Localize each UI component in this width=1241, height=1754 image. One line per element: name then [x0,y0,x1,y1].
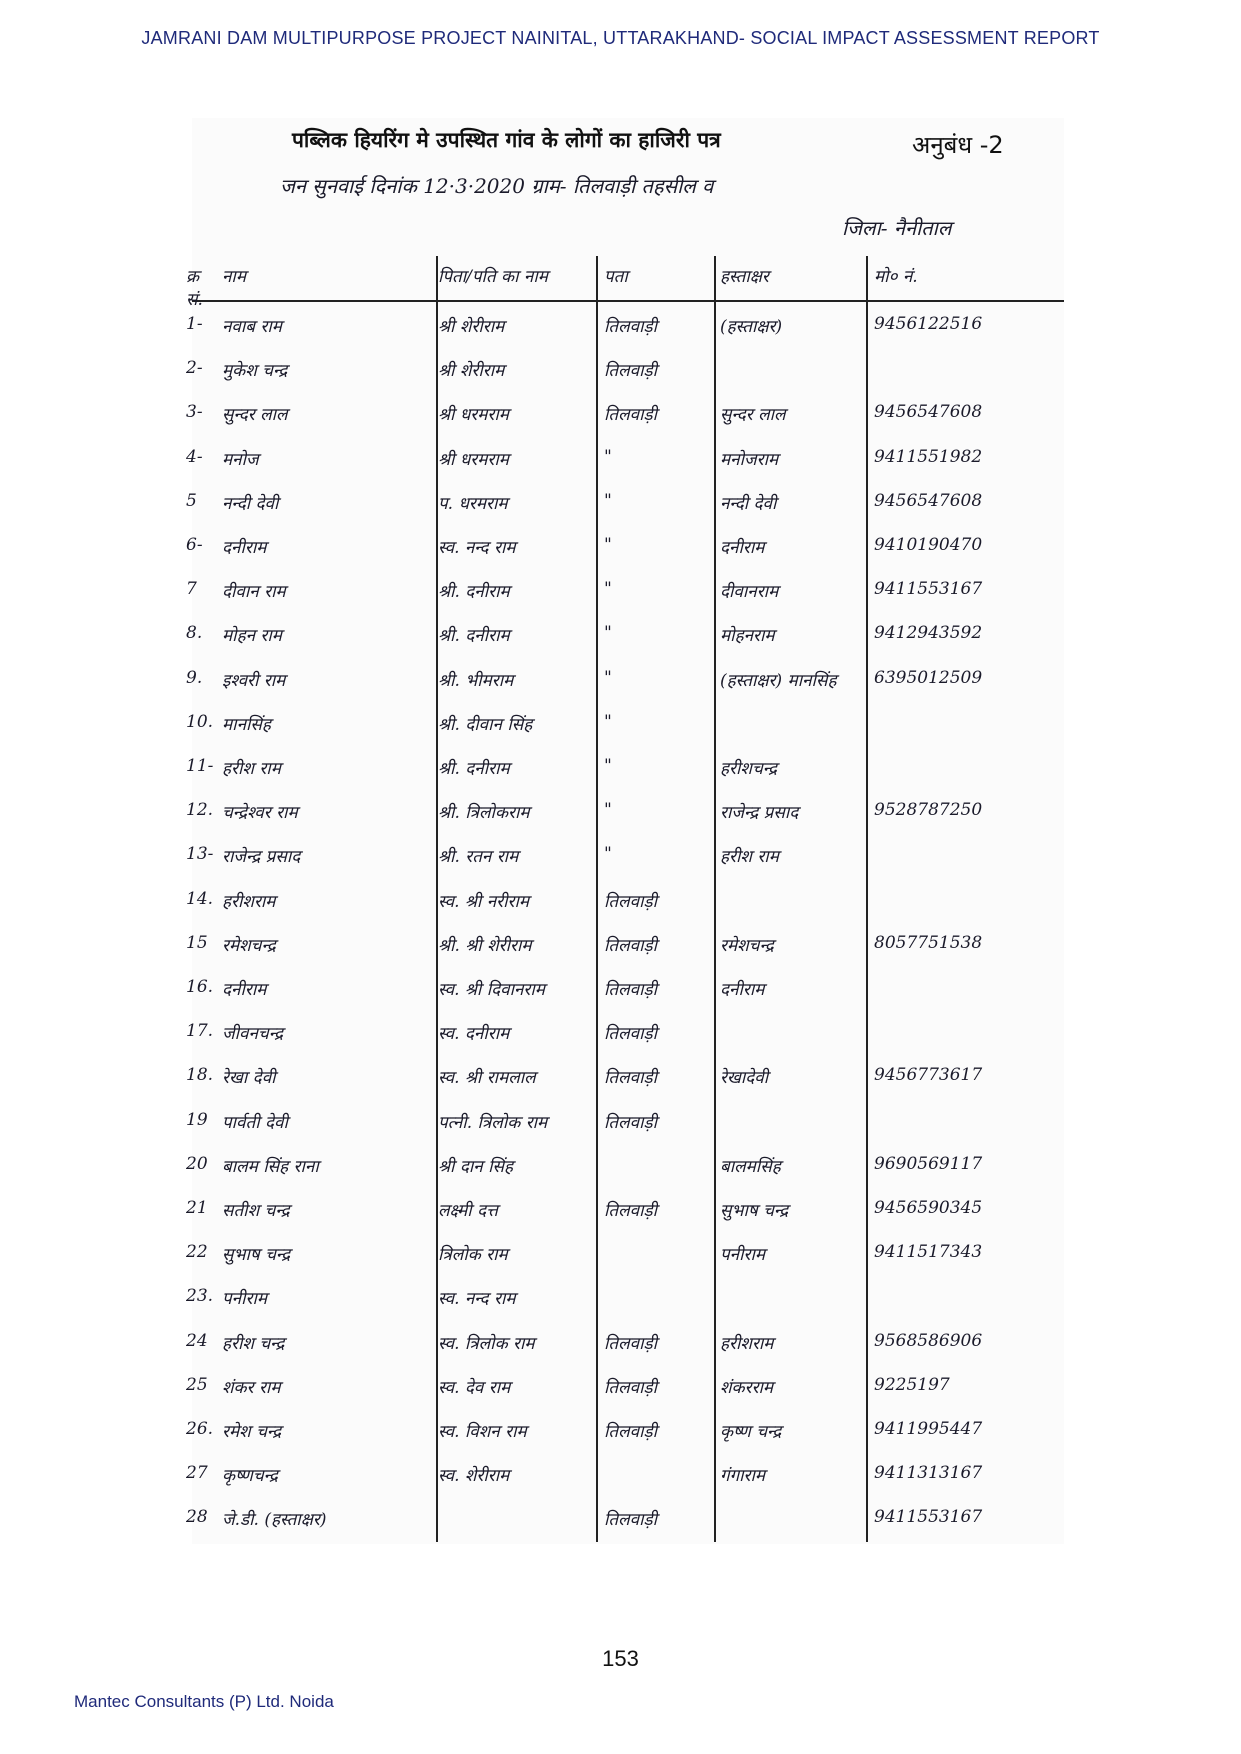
row-address: तिलवाड़ी [604,1068,657,1089]
row-name: जीवनचन्द्र [222,1024,283,1045]
table-row [186,927,1064,968]
row-number: 2- [186,358,203,379]
row-address: " [604,756,612,776]
row-father-name: स्व. दनीराम [438,1024,510,1045]
row-address: तिलवाड़ी [604,317,657,337]
row-name: हरीशराम [222,891,276,912]
row-number: 17. [186,1021,214,1042]
row-address: " [604,667,612,688]
table-row [186,396,1064,437]
table-row [186,352,1064,393]
row-number: 24 [186,1330,208,1351]
row-address: तिलवाड़ी [604,1201,657,1221]
row-father-name: श्री. त्रिलोकराम [438,803,530,824]
annex-label: अनुबंध -2 [912,131,1004,159]
table-row [186,1501,1064,1542]
row-number: 23. [186,1286,214,1307]
row-name: दनीराम [222,980,267,1000]
row-address: तिलवाड़ी [604,1024,657,1045]
row-name: शंकर राम [222,1377,281,1398]
row-signature: दनीराम [720,538,765,558]
row-mobile: 9411995447 [874,1419,983,1439]
row-father-name: श्री दान सिंह [438,1156,514,1177]
row-number: 9. [186,667,203,688]
row-mobile: 9410190470 [874,535,983,555]
col-header-no: क्र सं. [186,267,203,310]
row-father-name: स्व. श्री दिवानराम [438,980,545,1000]
row-address: तिलवाड़ी [604,1422,657,1442]
row-number: 18. [186,1065,214,1086]
row-name: दनीराम [222,538,267,558]
row-mobile: 9456547608 [874,402,983,423]
row-name: नन्दी देवी [222,493,279,514]
row-address: तिलवाड़ी [604,1377,657,1398]
table-row [186,1192,1064,1233]
row-address: " [604,446,612,467]
sheet-heading [280,126,1052,266]
row-father-name: श्री धरमराम [438,405,509,426]
row-address: तिलवाड़ी [604,1333,657,1354]
row-mobile: 9456590345 [874,1198,983,1218]
scanned-attendance-sheet [186,118,1064,1544]
row-mobile: 9456547608 [874,490,983,511]
sheet-title: पब्लिक हियरिंग मे उपस्थित गांव के लोगों का हाजिरी पत्र [292,128,721,152]
row-father-name: स्व. नन्द राम [438,1289,516,1310]
table-row [186,485,1064,526]
row-father-name: प. धरमराम [438,493,508,514]
report-header: JAMRANI DAM MULTIPURPOSE PROJECT NAINITAL, UTTARAKHAND- SOCIAL IMPACT ASSESSMENT REPORT [141,28,1100,48]
row-mobile: 9690569117 [874,1153,983,1174]
row-number: 27 [186,1463,208,1484]
row-name: रेखा देवी [222,1068,276,1089]
row-signature: हरीश राम [720,847,779,868]
row-name: नवाब राम [222,317,282,337]
hearing-details: जन सुनवाई दिनांक 12·3·2020 ग्राम- तिलवाड़ी तहसील व [280,174,714,198]
row-father-name: स्व. विशन राम [438,1422,527,1442]
row-father-name: श्री. रतन राम [438,847,519,868]
row-mobile: 9568586906 [874,1330,983,1351]
table-row [186,971,1064,1012]
row-name: दीवान राम [222,582,286,603]
table-row [186,662,1064,703]
row-address: " [604,579,612,600]
table-row [186,1413,1064,1454]
row-signature: कृष्ण चन्द्र [720,1422,782,1442]
row-number: 12. [186,800,214,821]
row-name: जे.डी. (हस्ताक्षर) [222,1510,327,1531]
row-number: 6- [186,535,203,555]
row-father-name: श्री धरमराम [438,449,509,470]
col-header-address: पता [604,267,628,287]
table-row [186,1280,1064,1321]
row-number: 3- [186,402,203,423]
row-mobile: 9411551982 [874,446,983,467]
table-row [186,883,1064,924]
row-name: पनीराम [222,1289,268,1310]
row-signature: राजेन्द्र प्रसाद [720,803,799,824]
row-father-name: स्व. शेरीराम [438,1466,510,1487]
row-father-name: स्व. त्रिलोक राम [438,1333,535,1354]
row-name: इश्वरी राम [222,670,286,691]
col-header-name: नाम [222,267,247,287]
table-row [186,838,1064,879]
row-address: " [604,490,612,511]
row-signature: बालमसिंह [720,1156,781,1177]
row-signature: हरीशचन्द्र [720,759,778,779]
table-row [186,750,1064,791]
row-signature: (हस्ताक्षर) मानसिंह [720,670,837,691]
row-father-name: श्री. दीवान सिंह [438,714,533,735]
row-father-name: श्री. दनीराम [438,759,510,779]
col-header-signature: हस्ताक्षर [720,267,769,287]
header-rule [192,300,1064,302]
row-number: 15 [186,932,208,953]
row-signature: रेखादेवी [720,1068,769,1089]
row-mobile: 9411313167 [874,1463,983,1484]
row-number: 10. [186,711,214,732]
table-row [186,1369,1064,1410]
row-mobile: 6395012509 [874,667,983,688]
table-row [186,1236,1064,1277]
row-mobile: 9456122516 [874,314,983,334]
row-name: रमेशचन्द्र [222,935,276,956]
row-signature: शंकरराम [720,1377,774,1398]
row-address: " [604,800,612,821]
row-number: 1- [186,314,203,334]
row-signature: दनीराम [720,980,765,1000]
row-address: तिलवाड़ी [604,980,657,1000]
row-number: 11- [186,756,214,776]
table-row [186,573,1064,614]
row-mobile: 9411517343 [874,1242,983,1263]
table-row [186,308,1064,349]
row-signature: हरीशराम [720,1333,774,1354]
row-father-name: स्व. नन्द राम [438,538,516,558]
table-row [186,706,1064,747]
row-signature: (हस्ताक्षर) [720,317,783,337]
table-row [186,1104,1064,1145]
row-name: मनोज [222,449,259,470]
row-address: तिलवाड़ी [604,935,657,956]
row-name: रमेश चन्द्र [222,1422,282,1442]
row-signature: रमेशचन्द्र [720,935,774,956]
row-name: मोहन राम [222,626,282,647]
table-row [186,1325,1064,1366]
row-name: पार्वती देवी [222,1112,288,1133]
table-row [186,1457,1064,1498]
table-row [186,1015,1064,1056]
row-number: 26. [186,1419,214,1439]
page-number: 153 [602,1646,639,1671]
row-father-name: स्व. श्री नरीराम [438,891,530,912]
row-name: सुन्दर लाल [222,405,288,426]
row-signature: पनीराम [720,1245,766,1266]
row-signature: नन्दी देवी [720,493,777,514]
table-row [186,1059,1064,1100]
attendance-table [186,256,1064,1542]
row-father-name: श्री. श्री शेरीराम [438,935,532,956]
row-mobile: 8057751538 [874,932,983,953]
row-name: मुकेश चन्द्र [222,361,288,382]
row-signature: सुन्दर लाल [720,405,786,426]
row-name: हरीश राम [222,759,281,779]
row-father-name: श्री शेरीराम [438,361,505,382]
row-father-name: पत्नी. त्रिलोक राम [438,1112,548,1133]
row-address: " [604,711,612,732]
row-signature: दीवानराम [720,582,779,603]
table-row [186,617,1064,658]
row-name: सतीश चन्द्र [222,1201,290,1221]
row-number: 19 [186,1109,208,1130]
row-name: राजेन्द्र प्रसाद [222,847,301,868]
row-name: सुभाष चन्द्र [222,1245,291,1266]
row-number: 21 [186,1198,208,1218]
row-name: मानसिंह [222,714,271,735]
row-number: 20 [186,1153,208,1174]
row-address: " [604,535,612,555]
row-name: हरीश चन्द्र [222,1333,285,1354]
row-address: तिलवाड़ी [604,405,657,426]
row-number: 8. [186,623,203,644]
row-mobile: 9411553167 [874,579,983,600]
row-number: 5 [186,490,197,511]
row-number: 25 [186,1374,208,1395]
row-number: 13- [186,844,214,865]
district-details: जिला- नैनीताल [842,216,952,240]
row-number: 16. [186,977,214,997]
row-name: कृष्णचन्द्र [222,1466,278,1487]
footer-company: Mantec Consultants (P) Ltd. Noida [74,1692,334,1711]
row-father-name: श्री. दनीराम [438,582,510,603]
row-father-name: स्व. देव राम [438,1377,511,1398]
table-row [186,1148,1064,1189]
row-father-name: स्व. श्री रामलाल [438,1068,536,1089]
table-row [186,529,1064,570]
table-row [186,794,1064,835]
row-number: 7 [186,579,197,600]
row-address: तिलवाड़ी [604,1112,657,1133]
row-number: 22 [186,1242,208,1263]
row-father-name: श्री. दनीराम [438,626,510,647]
row-name: बालम सिंह राना [222,1156,319,1177]
row-address: तिलवाड़ी [604,891,657,912]
row-address: " [604,844,612,865]
row-address: तिलवाड़ी [604,1510,657,1531]
row-mobile: 9456773617 [874,1065,983,1086]
row-number: 28 [186,1507,208,1528]
row-number: 14. [186,888,214,909]
row-father-name: श्री. भीमराम [438,670,514,691]
row-signature: मोहनराम [720,626,775,647]
row-mobile: 9411553167 [874,1507,983,1528]
row-father-name: श्री शेरीराम [438,317,505,337]
row-father-name: त्रिलोक राम [438,1245,508,1266]
row-address: " [604,623,612,644]
row-signature: गंगाराम [720,1466,766,1487]
row-mobile: 9225197 [874,1374,950,1395]
row-number: 4- [186,446,203,467]
row-mobile: 9528787250 [874,800,983,821]
row-father-name: लक्ष्मी दत्त [438,1201,498,1221]
table-row [186,441,1064,482]
col-header-father: पिता/पति का नाम [438,267,548,287]
row-signature: सुभाष चन्द्र [720,1201,789,1221]
row-mobile: 9412943592 [874,623,983,644]
row-address: तिलवाड़ी [604,361,657,382]
col-header-mobile: मो० नं. [874,267,918,287]
row-name: चन्द्रेश्वर राम [222,803,298,824]
row-signature: मनोजराम [720,449,779,470]
